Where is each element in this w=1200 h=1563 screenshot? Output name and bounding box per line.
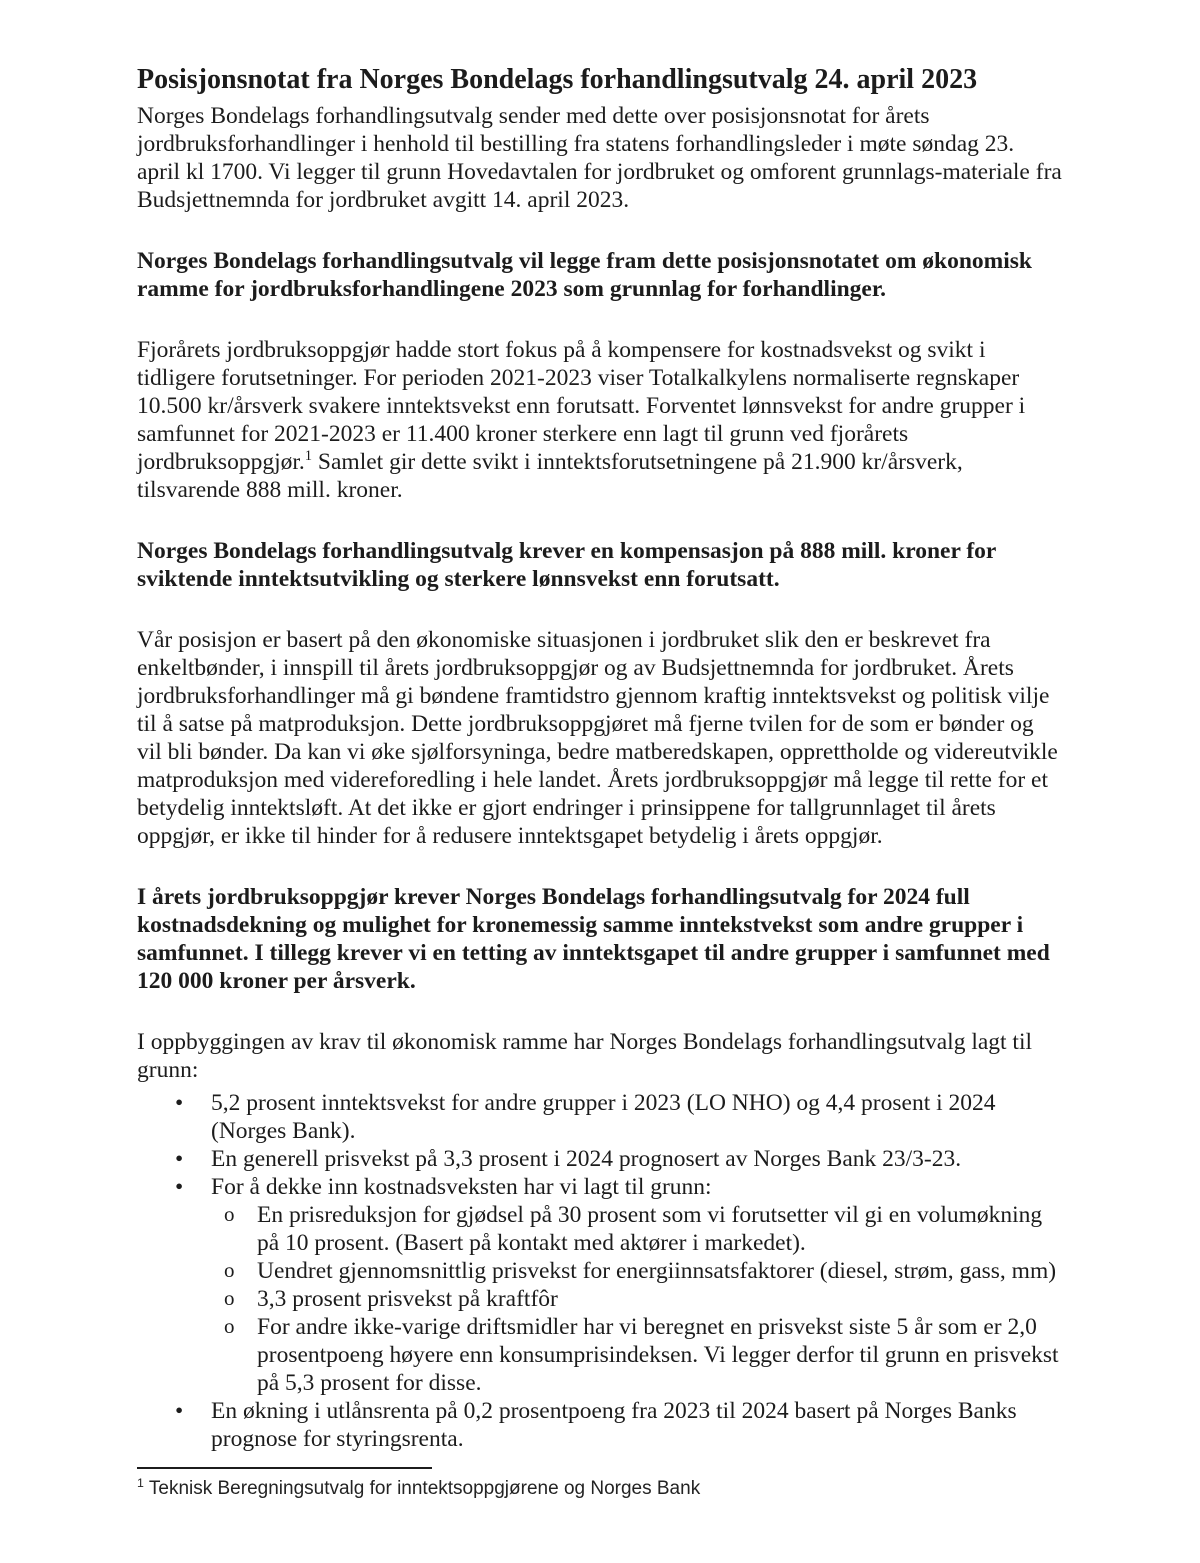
list-subitem: [257, 1313, 1063, 1397]
statement-krav-2024: I årets jordbruksoppgjør krever Norges Bondelags forhandlingsutvalg for 2024 full kostnadsdekning og mulighet for kronemessig samme inntekstvekst som andre grupper i samfunnet. I tillegg krever vi en tetting av inntektsgapet til andre grupper i samfunnet med 120 000 kroner per årsverk.: [137, 884, 1050, 994]
list-item: [211, 1173, 1063, 1397]
list-subitem: [257, 1257, 1063, 1285]
paragraph-posisjon: Vår posisjon er basert på den økonomiske situasjonen i jordbruket slik den er beskrevet fra enkeltbønder, i innspill til årets jordbruksoppgjør og av Budsjettnemnda for jordbruket. Årets jordbruksforhandlinger må gi bøndene framtidstro gjennom kraftig inntektsvekst og politisk vilje til å satse på matproduksjon. Dette jordbruksoppgjøret må fjerne tvilen for de som er bønder og vil bli bønder. Da kan vi øke sjølforsyninga, bedre matberedskapen, opprettholde og videreutvikle matproduksjon med videreforedling i hele landet. Årets jordbruksoppgjør må legge til rette for et betydelig inntektsløft. At det ikke er gjort endringer i prinsippene for tallgrunnlaget til årets oppgjør, er ikke til hinder for å redusere inntektsgapet betydelig i årets oppgjør.: [137, 627, 1058, 849]
paragraph-text-after-footnote: Samlet gir dette svikt i inntektsforutsetningene på 21.900 kr/årsverk, tilsvarende 888 mill. kroner.: [137, 449, 963, 503]
bullet-sublist: [211, 1201, 1063, 1397]
paragraph-fjoraarets-oppgjoer: [137, 336, 1063, 504]
footnote: [137, 1477, 1063, 1501]
list-subitem-text: Uendret gjennomsnittlig prisvekst for energiinnsatsfaktorer (diesel, strøm, gass, mm): [257, 1258, 1057, 1284]
paragraph-text-before-footnote: Fjorårets jordbruksoppgjør hadde stort fokus på å kompensere for kostnadsvekst og svikt i tidligere forutsetninger. For perioden 2021-2023 viser Totalkalkylens normaliserte regnskaper 10.500 kr/årsverk svakere inntektsvekst enn forutsatt. Forventet lønnsvekst for andre grupper i samfunnet for 2021-2023 er 11.400 kroner sterkere enn lagt til grunn ved fjorårets jordbruksoppgjør.: [137, 337, 1026, 475]
footnote-separator: [137, 1467, 432, 1469]
list-subitem-text: En prisreduksjon for gjødsel på 30 prosent som vi forutsetter vil gi en volumøkning på 10 prosent. (Basert på kontakt med aktører i markedet).: [257, 1202, 1043, 1256]
paragraph-intro: Norges Bondelags forhandlingsutvalg sender med dette over posisjonsnotat for årets jordbruksforhandlinger i henhold til bestilling fra statens forhandlingsleder i møte søndag 23. april kl 1700. Vi legger til grunn Hovedavtalen for jordbruket og omforent grunnlags-materiale fra Budsjettnemnda for jordbruket avgitt 14. april 2023.: [137, 103, 1062, 213]
list-item: [211, 1145, 1063, 1173]
list-subitem: [257, 1285, 1063, 1313]
footnote-number: 1: [137, 1475, 144, 1490]
list-item-text: For å dekke inn kostnadsveksten har vi lagt til grunn:: [211, 1174, 712, 1200]
list-item-text: En generell prisvekst på 3,3 prosent i 2024 prognosert av Norges Bank 23/3-23.: [211, 1146, 962, 1172]
list-item-text: 5,2 prosent inntektsvekst for andre grupper i 2023 (LO NHO) og 4,4 prosent i 2024 (Norges Bank).: [211, 1090, 996, 1144]
list-item: [211, 1397, 1063, 1453]
list-subitem-text: 3,3 prosent prisvekst på kraftfôr: [257, 1286, 558, 1312]
list-item-text: En økning i utlånsrenta på 0,2 prosentpoeng fra 2023 til 2024 basert på Norges Banks prognose for styringsrenta.: [211, 1398, 1017, 1452]
statement-okonomisk-ramme: Norges Bondelags forhandlingsutvalg vil legge fram dette posisjonsnotatet om økonomisk ramme for jordbruksforhandlingene 2023 som grunnlag for forhandlinger.: [137, 248, 1032, 302]
list-subitem: [257, 1201, 1063, 1257]
list-item: [211, 1089, 1063, 1145]
paragraph-oppbygging-intro: I oppbyggingen av krav til økonomisk ramme har Norges Bondelags forhandlingsutvalg lagt til grunn:: [137, 1029, 1033, 1083]
statement-kompensasjon: Norges Bondelags forhandlingsutvalg krever en kompensasjon på 888 mill. kroner for sviktende inntektsutvikling og sterkere lønnsvekst enn forutsatt.: [137, 538, 996, 592]
document-title: Posisjonsnotat fra Norges Bondelags forhandlingsutvalg 24. april 2023: [137, 64, 978, 95]
bullet-list: [137, 1089, 1063, 1453]
list-subitem-text: For andre ikke-varige driftsmidler har vi beregnet en prisvekst siste 5 år som er 2,0 prosentpoeng høyere enn konsumprisindeksen. Vi legger derfor til grunn en prisvekst på 5,3 prosent for disse.: [257, 1314, 1059, 1396]
footnote-text: Teknisk Beregningsutvalg for inntektsoppgjørene og Norges Bank: [148, 1478, 701, 1499]
footnote-reference: 1: [304, 448, 313, 465]
